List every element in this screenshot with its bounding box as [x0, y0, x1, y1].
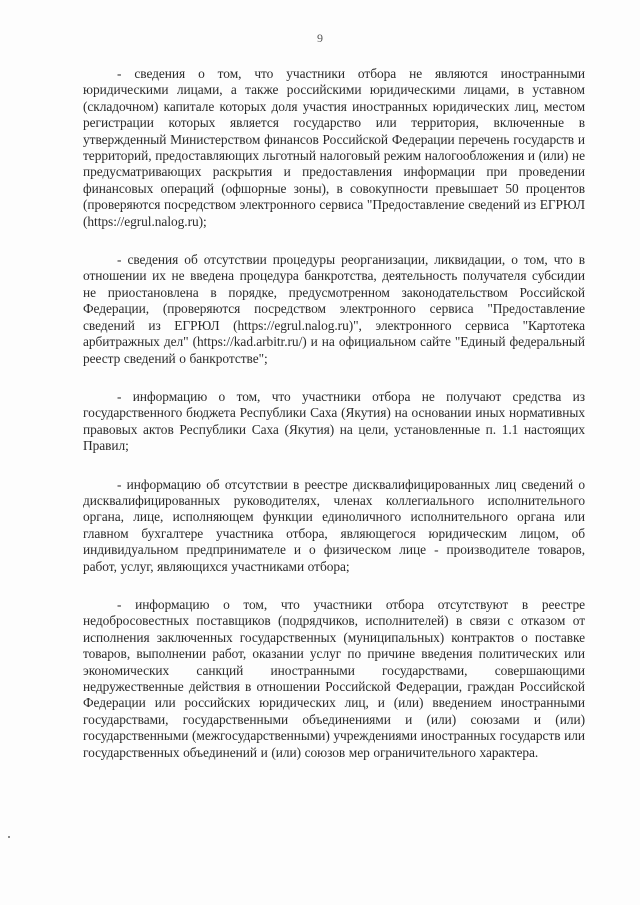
scan-speck — [8, 836, 10, 838]
paragraph-budget-funds: - информацию о том, что участники отбора не получают средства из государственного бюджета Республики Саха (Якутия) на основании иных нормативных правовых актов Республики Саха (Якутия) на цели, установленные п. 1.1 настоящих Правил; — [83, 388, 585, 454]
paragraph-disqualified-persons: - информацию об отсутствии в реестре дисквалифицированных лиц сведений о дисквалифицированных руководителях, членах коллегиального исполнительного органа, лице, исполняющем функции единоличного исполнительного органа или главном бухгалтере участника отбора, являющегося юридическим лицом, об индивидуальном предпринимателе и о физическом лице - производителе товаров, работ, услуг, являющихся участниками отбора; — [83, 476, 585, 574]
page-number: 9 — [317, 31, 323, 45]
document-body — [83, 66, 585, 783]
paragraph-reorganization: - сведения об отсутствии процедуры реорганизации, ликвидации, о том, что в отношении их не введена процедура банкротства, деятельность получателя субсидии не приостановлена в порядке, предусмотренном законодательством Российской Федерации, (проверяются посредством электронного сервиса "Предоставление сведений из ЕГРЮЛ (https://egrul.nalog.ru)", электронного сервиса "Картотека арбитражных дел" (https://kad.arbitr.ru/) и на официальном сайте "Единый федеральный реестр сведений о банкротстве"; — [83, 252, 585, 366]
paragraph-foreign-entities: - сведения о том, что участники отбора не являются иностранными юридическими лицами, а также российскими юридическими лицами, в уставном (складочном) капитале которых доля участия иностранных юридических лиц, местом регистрации которых является государство или территория, включенные в утвержденный Министерством финансов Российской Федерации перечень государств и территорий, предоставляющих льготный налоговый режим налогообложения и (или) не предусматривающих раскрытия и предоставления информации при проведении финансовых операций (офшорные зоны), в совокупности превышает 50 процентов (проверяются посредством электронного сервиса "Предоставление сведений из ЕГРЮЛ (https://egrul.nalog.ru); — [83, 66, 585, 229]
paragraph-unscrupulous-suppliers: - информацию о том, что участники отбора отсутствуют в реестре недобросовестных поставщиков (подрядчиков, исполнителей) в связи с отказом от исполнения заключенных государственных (муниципальных) контрактов о поставке товаров, выполнении работ, оказании услуг по причине введения политических или экономических санкций иностранными государствами, совершающими недружественные действия в отношении Российской Федерации, граждан Российской Федерации или российских юридических лиц, и (или) введением иностранными государствами, государственными объединениями и (или) союзами и (или) государственными (межгосударственными) учреждениями иностранных государств или государственных объединений и (или) союзов мер ограничительного характера. — [83, 596, 585, 760]
